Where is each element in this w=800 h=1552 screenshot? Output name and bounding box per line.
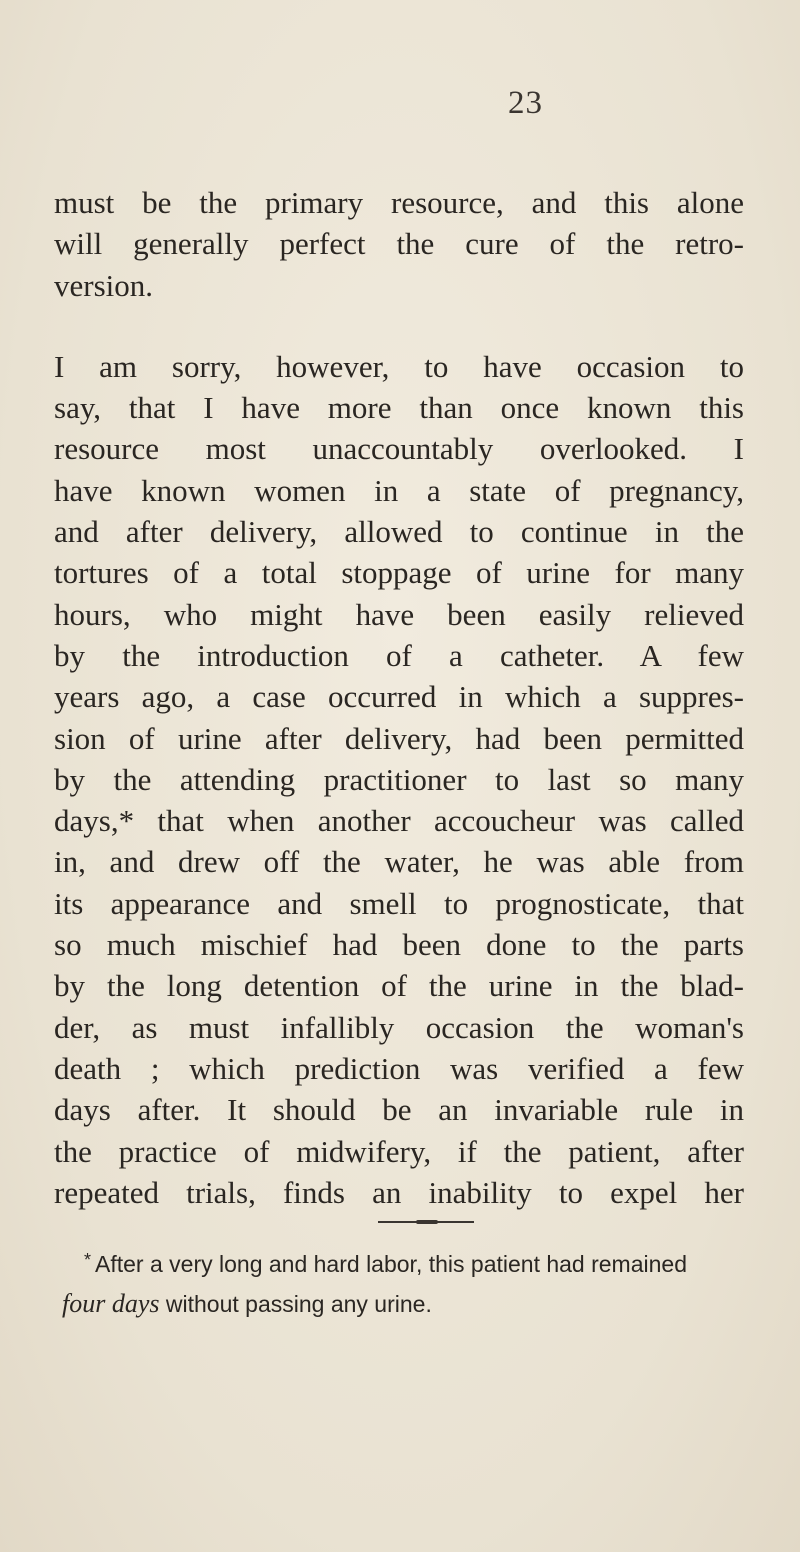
footnote-text-rest: without passing any urine. <box>159 1291 432 1317</box>
text-line: death ; which prediction was verified a few <box>54 1050 744 1086</box>
text-line: version. <box>54 267 154 303</box>
text-line: by the long detention of the urine in the blad- <box>54 968 744 1004</box>
footnote <box>62 1240 752 1324</box>
text-line: say, that I have more than once known this <box>54 390 744 426</box>
text-line: by the introduction of a catheter. A few <box>54 637 744 673</box>
text-line: sion of urine after delivery, had been permitted <box>54 720 744 756</box>
text-line: so much mischief had been done to the parts <box>54 927 744 963</box>
text-line: years ago, a case occurred in which a suppres- <box>54 679 744 715</box>
text-line: tortures of a total stoppage of urine for many <box>54 555 744 591</box>
body-text <box>54 182 744 1213</box>
text-line: its appearance and smell to prognosticate, that <box>54 885 744 921</box>
text-line: der, as must infallibly occasion the woman's <box>54 1009 744 1045</box>
paragraph-1 <box>54 182 744 306</box>
footnote-divider <box>378 1221 474 1223</box>
footnote-line-2 <box>62 1284 752 1324</box>
text-line: in, and drew off the water, he was able from <box>54 844 744 880</box>
footnote-mark: * <box>84 1250 92 1270</box>
text-line: and after delivery, allowed to continue in the <box>54 514 744 550</box>
text-line: will generally perfect the cure of the retro- <box>54 226 744 262</box>
text-line: I am sorry, however, to have occasion to <box>54 348 744 384</box>
footnote-line-1 <box>62 1240 752 1284</box>
text-line: resource most unaccountably overlooked. I <box>54 431 744 467</box>
text-line: the practice of midwifery, if the patient, after <box>54 1133 744 1169</box>
text-line: repeated trials, finds an inability to expel her <box>54 1174 744 1210</box>
footnote-italic: four days <box>62 1289 160 1318</box>
text-line: have known women in a state of pregnancy, <box>54 472 744 508</box>
footnote-text: After a very long and hard labor, this patient had remained <box>95 1251 687 1277</box>
text-line: must be the primary resource, and this alone <box>54 185 744 220</box>
text-line: hours, who might have been easily relieved <box>54 596 744 632</box>
text-line: by the attending practitioner to last so many <box>54 761 744 797</box>
page-number: 23 <box>508 85 543 121</box>
text-line: days after. It should be an invariable rule in <box>54 1092 744 1128</box>
text-line: days,* that when another accoucheur was called <box>54 803 744 839</box>
paragraph-2 <box>54 346 744 1213</box>
